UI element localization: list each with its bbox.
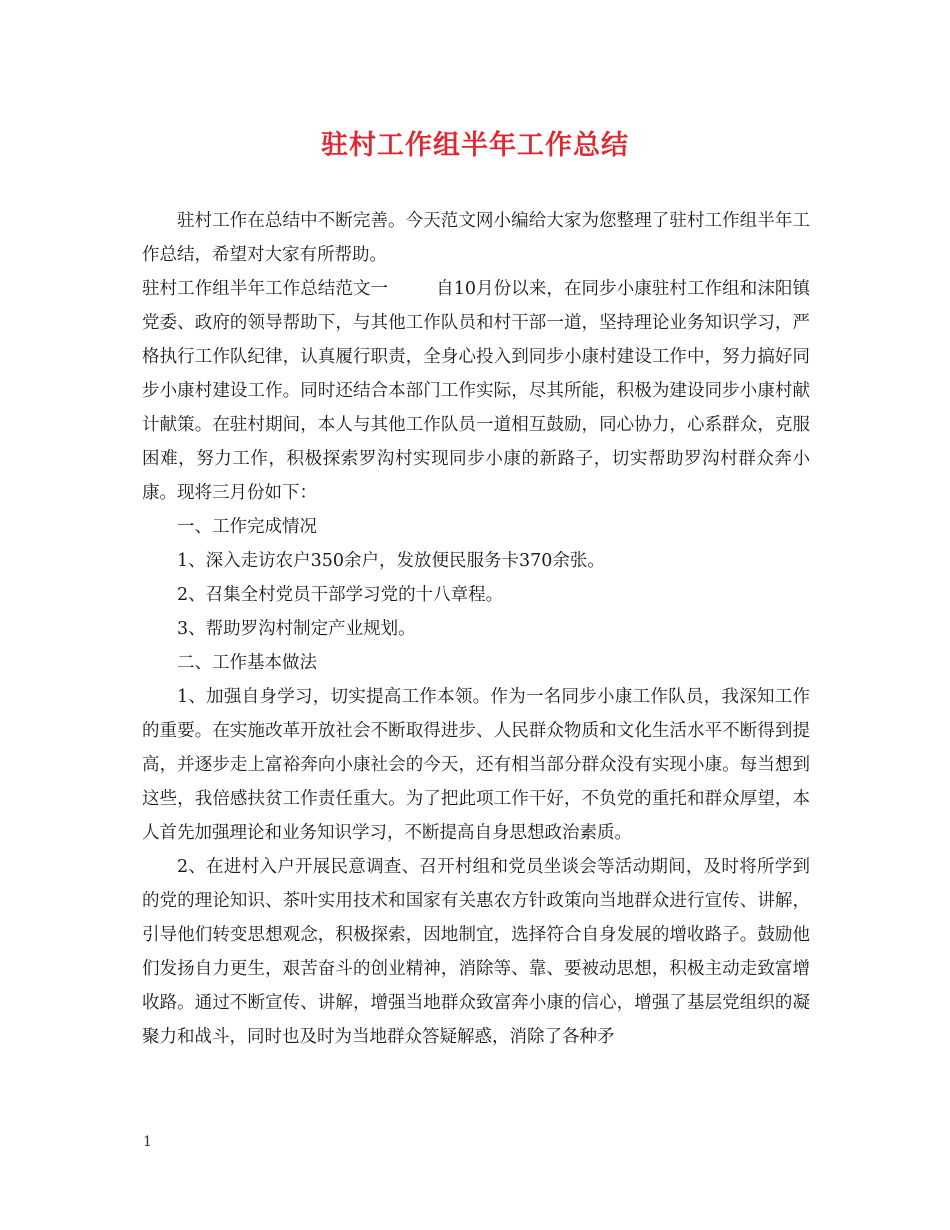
intro-paragraph: 驻村工作在总结中不断完善。今天范文网小编给大家为您整理了驻村工作组半年工作总结，希望对大家有所帮助。 [142, 211, 810, 265]
section1-heading: 一、工作完成情况 [177, 517, 317, 537]
sample-heading: 驻村工作组半年工作总结范文一 [142, 279, 389, 299]
sample-opening: 自10月份以来，在同步小康驻村工作组和沫阳镇党委、政府的领导帮助下，与其他工作队员和村干部一道，坚持理论业务知识学习，严格执行工作队纪律，认真履行职责，全身心投入到同步小康村建设工作中，努力搞好同步小康村建设工作。同时还结合本部门工作实际，尽其所能，积极为建设同步小康村献计献策。在驻村期间，本人与其他工作队员一道相互鼓励，同心协力，心系群众，克服困难，努力工作，积极探索罗沟村实现同步小康的新路子，切实帮助罗沟村群众奔小康。现将三月份如下： [142, 279, 810, 503]
section1-item: 2、召集全村党员干部学习党的十八章程。 [177, 585, 504, 605]
document-title: 驻村工作组半年工作总结 [321, 130, 629, 161]
section2-paragraph: 2、在进村入户开展民意调查、召开村组和党员坐谈会等活动期间，及时将所学到的党的理论知识、茶叶实用技术和国家有关惠农方针政策向当地群众进行宣传、讲解，引导他们转变思想观念，积极探索，因地制宜，选择符合自身发展的增收路子。鼓励他们发扬自力更生，艰苦奋斗的创业精神，消除等、靠、要被动思想，积极主动走致富增收路。通过不断宣传、讲解，增强当地群众致富奔小康的信心，增强了基层党组织的凝聚力和战斗，同时也及时为当地群众答疑解惑，消除了各种矛 [142, 857, 810, 1047]
document-body [142, 204, 810, 1054]
section2-heading: 二、工作基本做法 [177, 653, 317, 673]
section1-item: 3、帮助罗沟村制定产业规划。 [177, 619, 416, 639]
sample-paragraph [142, 272, 810, 510]
section1-item: 1、深入走访农户350余户，发放便民服务卡370余张。 [177, 551, 605, 571]
page-number: 1 [143, 1134, 152, 1150]
section2-paragraph: 1、加强自身学习，切实提高工作本领。作为一名同步小康工作队员，我深知工作的重要。在实施改革开放社会不断取得进步、人民群众物质和文化生活水平不断得到提高，并逐步走上富裕奔向小康社会的今天，还有相当部分群众没有实现小康。每当想到这些，我倍感扶贫工作责任重大。为了把此项工作干好，不负党的重托和群众厚望，本人首先加强理论和业务知识学习，不断提高自身思想政治素质。 [142, 687, 810, 843]
